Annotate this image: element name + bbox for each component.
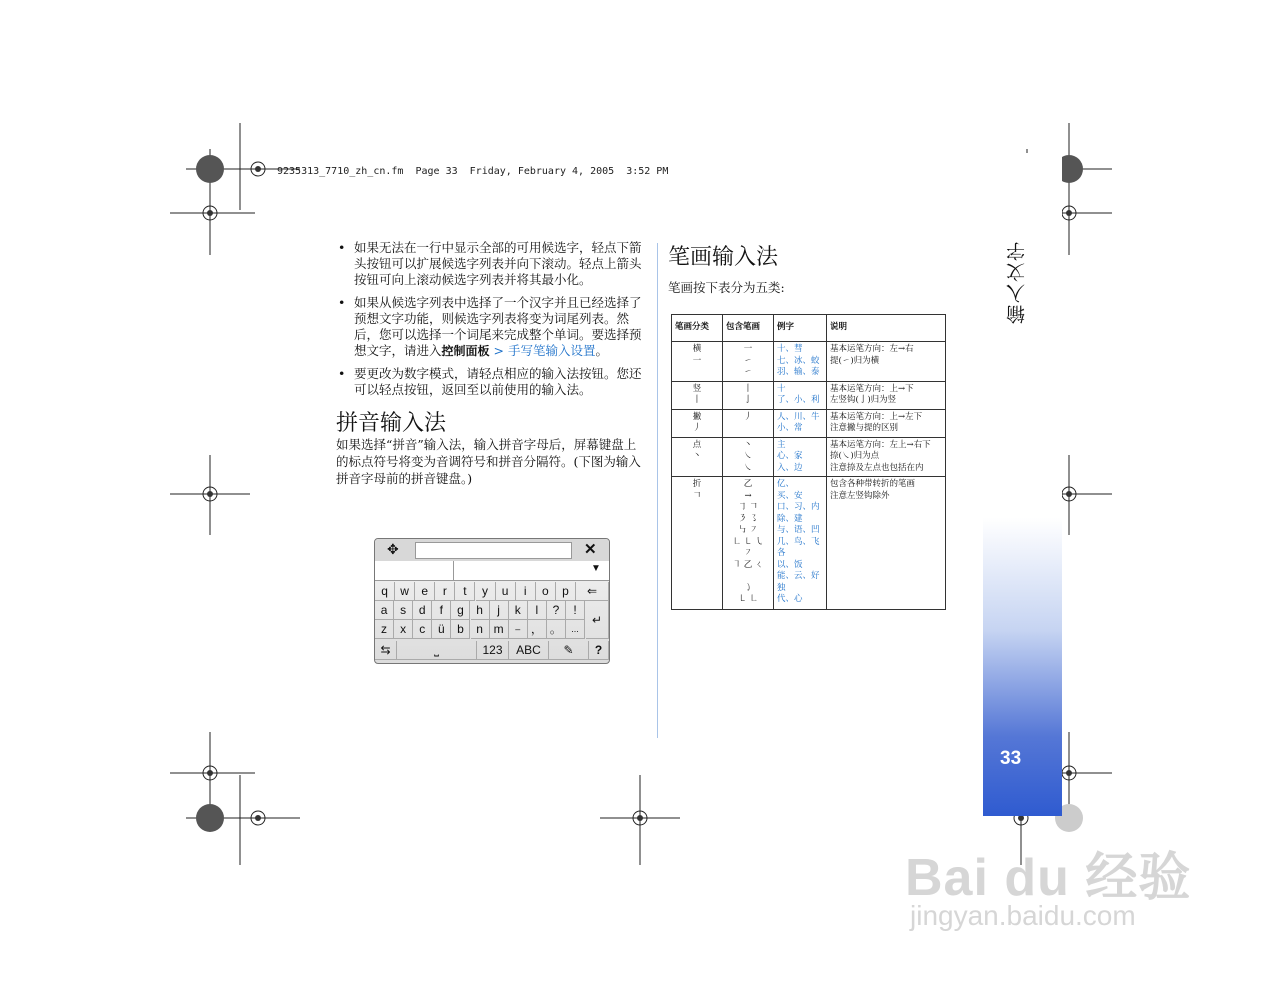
move-icon: ✥	[387, 541, 399, 557]
keyboard-key: z	[375, 620, 394, 639]
keyboard-key: j	[490, 601, 509, 620]
chevron-down-icon: ▼	[591, 563, 601, 574]
stroke-table	[671, 314, 946, 610]
table-header-row: 笔画分类 包含笔画 例字 说明	[672, 315, 946, 342]
abc-key: ABC	[509, 641, 549, 660]
pinyin-section-title: 拼音输入法	[336, 411, 447, 436]
enter-icon: ↵	[586, 601, 609, 639]
keyboard-key: e	[415, 582, 435, 601]
keyboard-key: k	[509, 601, 528, 620]
numbers-key: 123	[477, 641, 509, 660]
column-divider	[657, 243, 658, 738]
keyboard-key: g	[451, 601, 470, 620]
table-row: 点 丶 丶 ㇏ ㇏ 主 心、家 入、边 基本运笔方向：左上→右下 捺(㇏)归为点 注意捺及左点也包括在内	[672, 437, 946, 477]
keyboard-key: ...	[566, 620, 585, 639]
chapter-title: 输入文字	[1006, 240, 1028, 324]
keyboard-key: –	[509, 620, 528, 639]
bullet-item: • 如果从候选字列表中选择了一个汉字并且已经选择了预想文字功能，则候选字列表将变为词尾列表。然后，您可以选择一个词尾来完成整个单词。要选择预想文字，请进入控制面板 > 手写笔输入设置。	[336, 295, 646, 359]
keyboard-input-field	[415, 542, 572, 559]
baidu-watermark: Bai du 经验	[905, 849, 1192, 907]
pinyin-paragraph: 如果选择“拼音”输入法，输入拼音字母后，屏幕键盘上的标点符号将变为音调符号和拼音分隔符。(下图为输入拼音字母前的拼音键盘。)	[336, 437, 641, 486]
keyboard-key: b	[451, 620, 470, 639]
close-icon: ✕	[584, 541, 597, 558]
keyboard-key: w	[395, 582, 415, 601]
keyboard-key: h	[471, 601, 490, 620]
stroke-section-title: 笔画输入法	[668, 245, 779, 270]
stylus-settings-link[interactable]: 手写笔输入设置	[507, 343, 596, 358]
left-column	[336, 240, 646, 487]
keyboard-key: ，	[528, 620, 547, 639]
keyboard-key: t	[455, 582, 475, 601]
stroke-intro: 笔画按下表分为五类:	[668, 280, 785, 295]
keyboard-key: c	[413, 620, 432, 639]
bullet-item: • 要更改为数字模式，请轻点相应的输入法按钮。您还可以轻点按钮，返回至以前使用的输入法。	[336, 366, 646, 398]
arrow-icon: ⇆	[375, 641, 397, 660]
keyboard-key: m	[490, 620, 509, 639]
table-row: 竖 丨 丨 亅 十 了、小、利 基本运笔方向：上→下 左竖钩(亅)归为竖	[672, 381, 946, 409]
bullet-item: • 如果无法在一行中显示全部的可用候选字，轻点下箭头按钮可以扩展候选字列表并向下滚动。轻点上箭头按钮可向上滚动候选字列表并将其最小化。	[336, 240, 646, 288]
keyboard-key: 。	[547, 620, 566, 639]
keyboard-key: y	[476, 582, 496, 601]
keyboard-key: u	[496, 582, 516, 601]
candidate-bar	[375, 561, 609, 581]
keyboard-key: q	[375, 582, 395, 601]
keyboard-key: a	[375, 601, 394, 620]
keyboard-key: f	[432, 601, 451, 620]
keyboard-key: d	[413, 601, 432, 620]
keyboard-key: l	[528, 601, 547, 620]
table-row: 横 一 一 ㇀ ㇀ 十、彗 七、冰、蛟 羽、输、泰 基本运笔方向：左→右 提(㇀)归为横	[672, 342, 946, 382]
help-key: ?	[589, 641, 609, 660]
table-row: 折 𠃍 乙 → ㇆ 𠃍 ㇋ ㇌ ㇉ ㇇ ㇗ ㇄ ㇂ ㇇ ㇕ 乙 ㄑ ㇁ ㇄ ㇗ 亿、 买、安 口、习、内 除、建 与、语、凹 几、鸟、飞 各 以、饭 能、云、好 独 代、心 包含各种带转折的笔画 注意左竖钩除外	[672, 477, 946, 610]
keyboard-key: n	[471, 620, 490, 639]
keyboard-key: ü	[432, 620, 451, 639]
table-row: 撇 丿 丿 人、川、牛 小、常 基本运笔方向：上→左下 注意撇与提的区别	[672, 409, 946, 437]
keyboard-key: x	[394, 620, 413, 639]
backspace-icon: ⇐	[576, 582, 609, 601]
pinyin-keyboard-image	[374, 538, 610, 664]
keyboard-key: p	[556, 582, 576, 601]
keyboard-key: o	[536, 582, 556, 601]
pen-icon: ✎	[549, 641, 589, 660]
keyboard-key: !	[566, 601, 585, 620]
keyboard-key: ?	[547, 601, 566, 620]
keyboard-key: r	[435, 582, 455, 601]
file-header: 9235313_7710_zh_cn.fm Page 33 Friday, February 4, 2005 3:52 PM	[277, 166, 669, 177]
page-number: 33	[1000, 748, 1022, 769]
space-key: ⎵	[397, 641, 477, 660]
watermark-url: jingyan.baidu.com	[910, 900, 1136, 931]
keyboard-key: i	[516, 582, 536, 601]
keyboard-key: s	[394, 601, 413, 620]
control-panel-text: 控制面板	[441, 344, 490, 358]
